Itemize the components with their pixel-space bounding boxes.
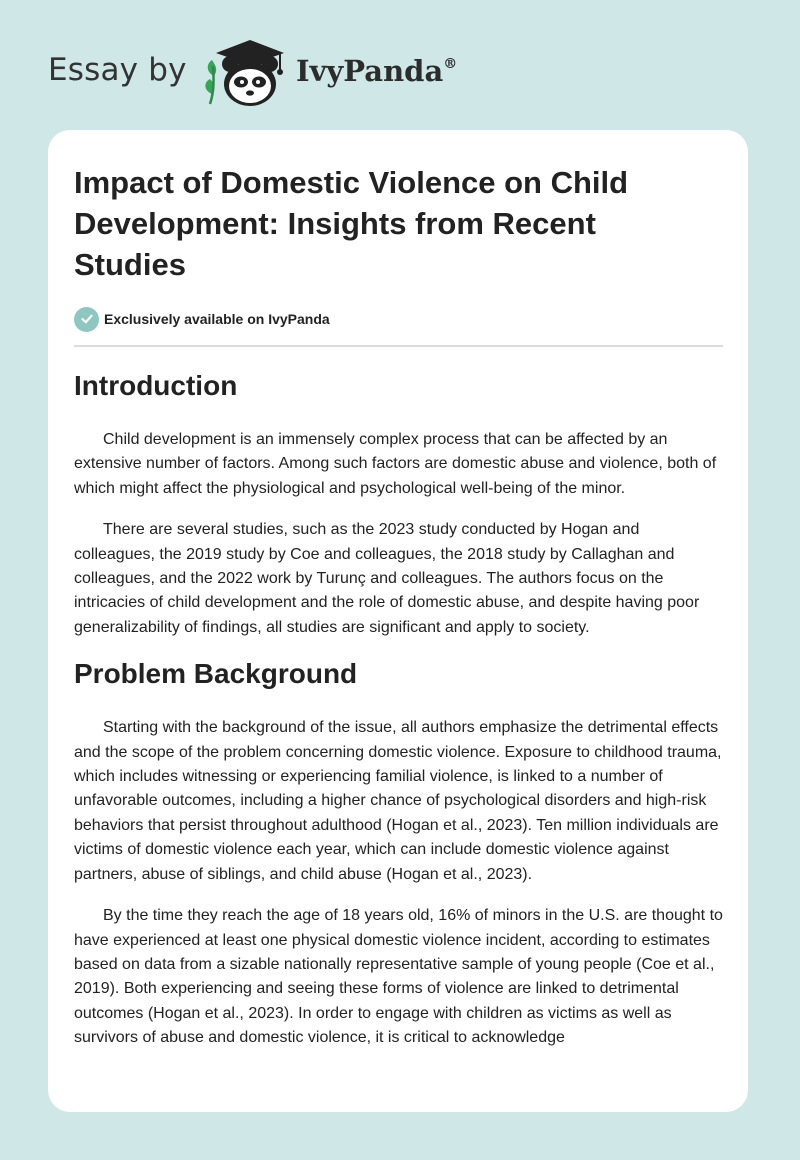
section-heading: Problem Background: [74, 658, 358, 690]
paragraph: Child development is an immensely complex process that can be affected by an extensive number of factors. Among such factors are domestic abuse and violence, both of which might affect the physiological and psychological well-being of the minor.: [74, 431, 717, 497]
check-icon: [74, 307, 99, 332]
paragraph: There are several studies, such as the 2023 study conducted by Hogan and colleagues, the 2019 study by Coe and colleagues, the 2018 study by Callaghan and colleagues, and the 2022 work by Turunç and colleagues. The authors focus on the intricacies of child development and the role of domestic abuse, and despite having poor generalizability of findings, all studies are significant and apply to society.: [74, 521, 700, 636]
essay-body: [74, 366, 724, 1051]
brand-name[interactable]: IvyPanda®: [296, 54, 458, 88]
essay-card: [48, 130, 748, 1112]
divider: [74, 345, 723, 347]
paragraph: Starting with the background of the issue, all authors emphasize the detrimental effects and the scope of the problem concerning domestic violence. Exposure to childhood trauma, which includes witnessing or experiencing familial violence, is linked to a number of unfavorable outcomes, including a higher chance of psychological disorders and high-risk behaviors that persist throughout adulthood (Hogan et al., 2023). Ten million individuals are victims of domestic violence each year, which can include domestic violence against partners, abuse of siblings, and child abuse (Hogan et al., 2023).: [74, 719, 722, 883]
panda-logo-icon[interactable]: [200, 36, 292, 110]
exclusive-label: Exclusively available on IvyPanda: [104, 311, 330, 327]
essay-title: Impact of Domestic Violence on Child Development: Insights from Recent Studies: [74, 165, 629, 282]
section-heading: Introduction: [74, 370, 238, 401]
paragraph: By the time they reach the age of 18 years old, 16% of minors in the U.S. are thought to have experienced at least one physical domestic violence incident, according to estimates based on data from a sizable nationally representative sample of young people (Coe et al., 2019). Both experiencing and seeing these forms of violence are linked to detrimental outcomes (Hogan et al., 2023). In order to engage with children as victims as well as survivors of abuse and domestic violence, it is critical to acknowledge: [74, 907, 723, 1047]
exclusive-badge: [74, 306, 330, 332]
essay-by-label: Essay by: [48, 52, 187, 88]
registered-mark: ®: [443, 56, 458, 73]
site-header: [0, 0, 800, 130]
